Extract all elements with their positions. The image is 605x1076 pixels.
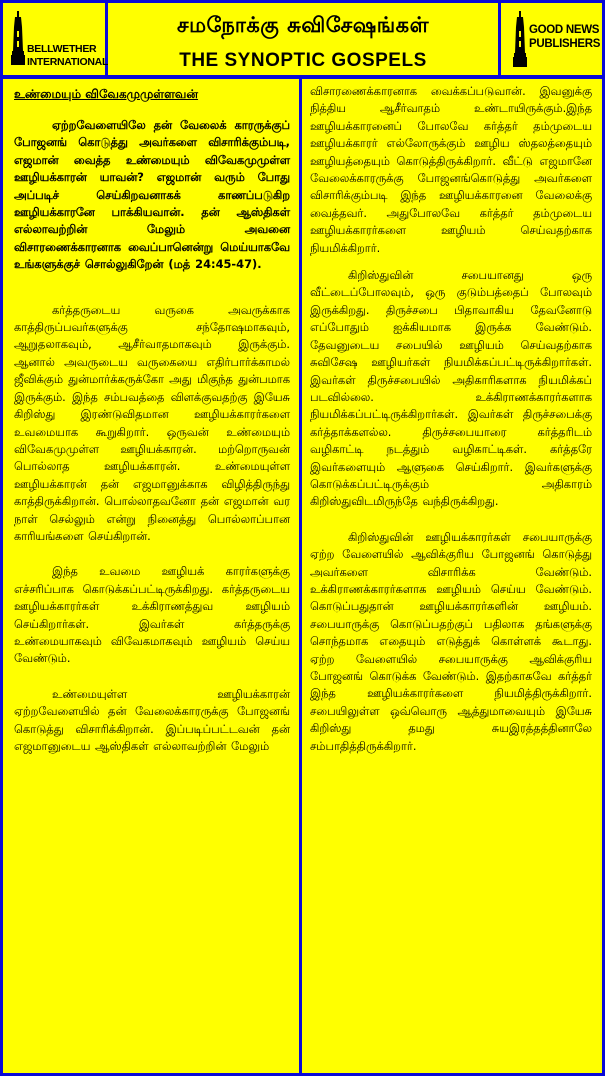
tower-icon <box>11 11 25 65</box>
bellwether-logo-text <box>27 43 108 69</box>
bellwether-line1: BELLWETHER <box>27 43 97 55</box>
scripture-paragraph: ஏற்றவேளையிலே தன் வேலைக் காரருக்குப் போஜனங் கொடுத்து அவர்களை விசாரிக்கும்படி, எஜமான் வைத்த உண்மையும் விவேகமுமுள்ள ஊழியக்காரன் யாவன்? எஜமான் வரும் போது அப்படிச் செய்கிறவனாகக் காணப்படுகிற ஊழியக்காரனே பாக்கியவான். தன் ஆஸ்திகள் எல்லாவற்றின் மேலும் அவனை விசாரணைக்காரனாக வைப்பானென்று மெய்யாகவே உங்களுக்குச் சொல்லுகிறேன் (மத் 24:45-47). <box>14 118 290 272</box>
body-paragraph: உண்மையுள்ள ஊழியக்காரன் ஏற்றவேளையில் தன் வேலைக்காரருக்கு போஜனங் கொடுத்து விசாரிக்கிறான். இப்படிப்பட்டவன் தன் எஜமானுடைய ஆஸ்திகள் எல்லாவற்றின் மேலும் <box>14 686 290 753</box>
body-paragraph: விசாரணைக்காரனாக வைக்கப்படுவான். இவனுக்கு நித்திய ஆசீர்வாதம் உண்டாயிருக்கும்.இந்த ஊழியக்காரனைப் போலவே கர்த்தர் தம்முடைய ஊழியக்காரர் எல்லோருக்கும் ஊழிய ஸ்தலத்தையும் ஊழியத்தையும் கொடுத்திருக்கிறார். வீட்டு எஜமானே வேலைக்காரருக்கு போஜனங்கொடுத்து அவர்களை விசாரிக்கும்படி இந்த ஊழியக்காரனை வேலைக்கு வைத்தவர். அதுபோலவே கர்த்தர் தம்முடைய ஊழியக்காரர்களை ஊழியம் செய்வதற்காக நியமிக்கிறார். <box>310 84 592 255</box>
page-title-tamil: சமநோக்கு சுவிசேஷங்கள் <box>176 13 430 37</box>
good-news-logo-panel <box>501 3 602 75</box>
bellwether-line2: INTERNATIONAL <box>27 56 109 68</box>
left-column <box>3 79 299 1073</box>
right-column <box>302 79 602 1073</box>
tower-icon <box>513 11 527 67</box>
section-title: உண்மையும் விவேகமுமுள்ளவன் <box>14 87 199 101</box>
body-paragraph: இந்த உவமை ஊழியக் காரர்களுக்கு எச்சரிப்பாக கொடுக்கப்பட்டிருக்கிறது. கர்த்தருடைய ஊழியக்காரர்கள் உக்கிராணத்துவ ஊழியம் செய்கிறார்கள். இவர்கள் கர்த்தருக்கு உண்மையாகவும் விவேகமாகவும் ஊழியம் செய்ய வேண்டும். <box>14 564 290 666</box>
body-paragraph: கிறிஸ்துவின் சபையானது ஒரு வீட்டைப்போலவும், ஒரு குடும்பத்தைப் போலவும் இருக்கிறது. திருச்சபை பிதாவாகிய தேவனோடு எப்போதும் ஐக்கியமாக இருக்க வேண்டும். தேவனுடைய சபையில் ஊழியம் செய்வதற்காக சுவிசேஷ ஊழியர்கள் நியமிக்கப்பட்டிருக்கிறார்கள். இவர்கள் திருச்சபையில் அதிகாரிகளாக நியமிக்கப் படவில்லை. உக்கிராணக்காரர்களாக நியமிக்கப்பட்டிருக்கிறார்கள். இவர்கள் திருச்சபைக்கு கர்த்தாக்களல்ல. திருச்சபையாரை கர்த்தரிடம் வழிகாட்டி நடத்தும் வழிகாட்டிகள். கர்த்தரே இவர்களையும் ஆளுகை செய்கிறார். இவர்களுக்கு கொடுக்கப்பட்டிருக்கும் அதிகாரம் கிறிஸ்துவிடமிருந்தே வந்திருக்கிறது. <box>310 268 592 509</box>
good-news-line2: PUBLISHERS <box>529 38 601 50</box>
body-paragraph: கிறிஸ்துவின் ஊழியக்காரர்கள் சபையாருக்கு ஏற்ற வேளையில் ஆவிக்குரிய போஜனங் கொடுத்து அவர்களை விசாரிக்க வேண்டும். உக்கிராணக்காரர்களாக ஊழியம் செய்ய வேண்டும். கொடுப்பதுதான் ஊழியக்காரர்களின் ஊழியம். சபையாருக்கு கொடுப்பதற்குப் பதிலாக தங்களுக்கு சொந்தமாக எதையும் எடுத்துக் கொள்ளக் கூடாது. ஏற்ற வேளையில் சபையாருக்கு ஆவிக்குரிய போஜனங் கொடுக்க வேண்டும். இதற்காகவே கர்த்தர் இந்த ஊழியக்காரர்களை நியமித்திருக்கிறார். சபையிலுள்ள ஒவ்வொரு ஆத்துமாவையும் இயேசு கிறிஸ்து தமது சுயஇரத்தத்தினாலே சம்பாதித்திருக்கிறார். <box>310 529 592 753</box>
good-news-line1: GOOD NEWS <box>529 24 600 36</box>
body-paragraph: கர்த்தருடைய வருகை அவருக்காக காத்திருப்பவர்களுக்கு சந்தோஷமாகவும், ஆறுதலாகவும், ஆசீர்வாதமாகவும் இருக்கும். ஆனால் அவருடைய வருகையை எதிர்பார்க்காமல் ஜீவிக்கும் துன்மார்க்கருக்கோ அது மிகுந்த துன்பமாக இருக்கும். இந்த சம்பவத்தை விளக்குவதற்கு இயேசு கிறிஸ்து இரண்டுவிதமான ஊழியக்காரர்களை உவமையாக கூறுகிறார். ஒருவன் உண்மையும் விவேகமுமுள்ள ஊழியக்காரன். மற்றொருவன் பொல்லாத ஊழியக்காரன். உண்மையுள்ள ஊழியக்காரன் தன் எஜமானுக்காக விழித்திருந்து காத்திருக்கிறான். பொல்லாதவனோ தன் எஜமான் வர நாள் செல்லும் என்று நினைத்து பொல்லாப்பான காரியங்களை செய்கிறான். <box>14 302 290 543</box>
page-title-english: THE SYNOPTIC GOSPELS <box>179 50 427 71</box>
title-panel <box>108 3 498 75</box>
good-news-logo-text <box>529 23 600 51</box>
bellwether-logo-panel <box>3 3 109 75</box>
